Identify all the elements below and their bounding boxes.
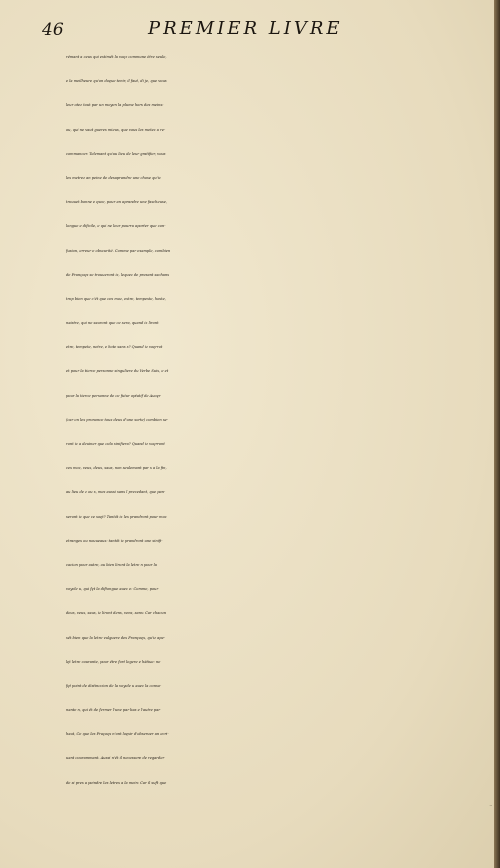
text-line: trouuet bonne e ęsee, pour an aprandre une fascheuse,: [66, 200, 168, 205]
text-line: leur otez tout par un moyen la plume hors des meins:: [66, 103, 164, 108]
text-line: lęt letre courante, pour étre fort legere e hátiue: ne: [66, 659, 161, 664]
text-line: rémant a ceus qui estimét la voęz commune étre seule,: [66, 55, 167, 59]
text-line: de si pres a peindre les letres a la mein: Car il suft que: [66, 780, 167, 785]
text-line: commancer. Telemant qu'au lieu de leur gratifier, vous: [66, 151, 166, 156]
text-line: voyele u, qui fęt la diftongue auec e: Comme, pour: [66, 587, 159, 592]
text-line: pour la tierce personne de ce futur optatif de Auoęr: [66, 393, 161, 398]
text-line: cacion pour autre, ou bien liront la letre n pour la: [66, 562, 157, 567]
text-line: fęt point de distinccion de la voyele u auec la conso-: [66, 683, 162, 688]
text-line: ou, qui ne vaut gueres mieus, que vous les metez a re-: [66, 127, 166, 132]
text-line: ces moz, veus, deus, saus, non seulemant par s a la fin,: [66, 466, 167, 471]
text-line: nous: [489, 805, 492, 807]
text-line: etre, tempete, netre, e hote sans s? Quand iz voęrrot: [66, 345, 163, 350]
text-line: nante n, qui ét de fermer l'une par bas e l'autre par: [66, 708, 161, 713]
page-number: 46: [42, 20, 64, 40]
page-edge: [494, 0, 500, 868]
body-text: [66, 45, 492, 819]
text-line: e la meilheure qu'on doęue tenir, il faut, di je, que vous: [66, 79, 167, 84]
page-header: [0, 18, 494, 44]
text-line: au lieu de z ou x, mes aussi sans l precedant, que pan-: [66, 490, 166, 495]
text-line: fusion, erreur e obscurité. Comme par example, combien: [66, 248, 171, 253]
text-line: deus, veus, saus, iz liront dens, vens, sans: Car chacun: [66, 611, 167, 616]
text-line: les metrez an peine de desaprandre une chose qu'iz: [66, 175, 161, 180]
text-line: (car on les prononce tous deus d'une sorte) combien se-: [66, 417, 169, 422]
text-line: uant courammant. Aussi n'ét il necessere de regarder: [66, 756, 165, 761]
text-line: sét bien que la letre vulguere des Françoęs, qu'iz ape-: [66, 635, 165, 640]
text-line: et pour la tierce personne singuliere du Verbe Suis, e et: [66, 369, 169, 374]
running-title: PREMIER LIVRE: [148, 18, 343, 39]
text-line: trop bien que c'ét que ces moz, estre, tempeste, hoste,: [66, 296, 166, 301]
text-line: haut, Ce que les Fraçoęs n'ont loęsir d'obseruer an ecri-: [66, 732, 169, 737]
text-line: naistre, qui ne sauront que ce sera, quand iz liront: [66, 321, 159, 326]
text-line: de Françoęs se trouueront iz, lequez de presant sachans: [66, 272, 170, 277]
text-line: seront iz que ce soęt? Tantót iz les prandront pour moz: [66, 514, 167, 519]
text-line: etranges ou nouueaus: tantót iz prandront une sinifi-: [66, 538, 163, 543]
text-line: longue e dificile, e qui ne leur pourra aporter que con-: [66, 224, 166, 229]
text-line: ront iz a deuiner que cela sinifiera? Quand iz voęrront: [66, 442, 165, 446]
